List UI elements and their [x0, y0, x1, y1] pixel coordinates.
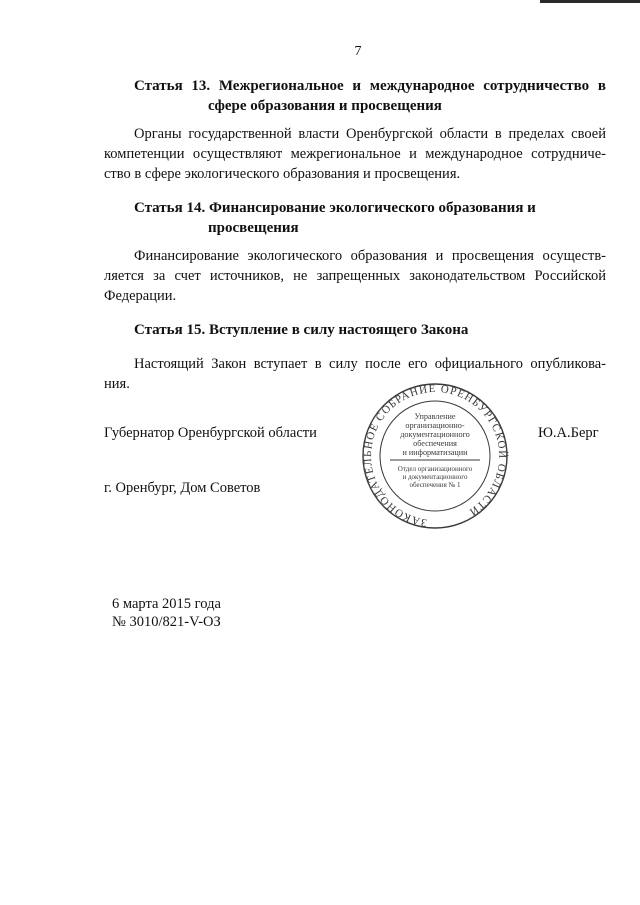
svg-text:Управление: Управление [414, 412, 456, 421]
seal-bottom-text [398, 465, 473, 489]
svg-text:и информатизации: и информатизации [402, 448, 468, 457]
law-number: № 3010/821-V-ОЗ [112, 614, 221, 630]
article-13-heading [134, 76, 606, 116]
official-seal [342, 382, 528, 532]
article-14-text: Финансирование экологического образования и просвещения осуществ- ляется за счет источников, не запрещенных законодательством Российской Федерации. [104, 248, 606, 304]
svg-text:Отдел организационного: Отдел организационного [397, 465, 473, 473]
top-border-line [540, 0, 640, 3]
article-13-heading-line2: сфере образования и просвещения [208, 98, 442, 114]
article-14-heading-line1: Статья 14. Финансирование экологического образования и [134, 200, 536, 216]
seal-inner-text [400, 412, 470, 457]
svg-text:обеспечения: обеспечения [413, 439, 457, 448]
seal-ring-text: ЗАКОНОДАТЕЛЬНОЕ СОБРАНИЕ ОРЕНБУРГСКОЙ ОБЛАСТИ [361, 382, 509, 529]
article-14-heading-line2: просвещения [208, 220, 299, 236]
signing-place: г. Оренбург, Дом Советов [104, 480, 261, 496]
svg-text:документационного: документационного [400, 430, 470, 439]
article-13-text: Органы государственной власти Оренбургской области в пределах своей компетенции осуществляют межрегиональное и международное сотрудниче- ство в сфере экологического образования и просвещения. [104, 126, 606, 182]
article-15-text: Настоящий Закон вступает в силу после его официального опубликова- ния. [104, 356, 606, 392]
governor-name: Ю.А.Берг [538, 425, 599, 441]
svg-text:организационно-: организационно- [405, 421, 465, 430]
svg-text:и документационного: и документационного [402, 473, 468, 481]
governor-title: Губернатор Оренбургской области [104, 425, 317, 441]
law-date: 6 марта 2015 года [112, 596, 221, 612]
svg-text:обеспечения № 1: обеспечения № 1 [409, 481, 461, 489]
article-15-heading: Статья 15. Вступление в силу настоящего Закона [134, 322, 469, 338]
article-14-heading [134, 198, 606, 238]
law-date-block [112, 595, 221, 631]
article-13-heading-line1: Статья 13. Межрегиональное и международное сотрудничество в [134, 78, 606, 94]
page-number: 7 [354, 44, 362, 59]
